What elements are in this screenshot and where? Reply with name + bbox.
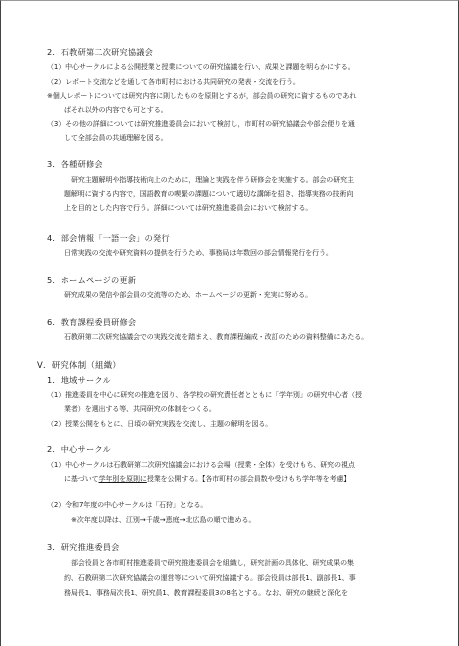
committee-heading: 3．研究推進委員会: [47, 542, 120, 552]
section-2-item-3-line-1: （3）その他の詳細については研究推進委員会において検討し，市町村の研究協議会や部会便りを通: [47, 120, 355, 128]
chapter-5-heading: V．研究体制（組織）: [37, 360, 122, 370]
circle-1-item-2: （2）授業公開をもとに、日頃の研究実践を交流し、主題の解明を図る。: [47, 420, 273, 428]
section-5-heading: 5．ホームページの更新: [47, 275, 137, 285]
circle-1-item-1-line-2: 業者）を選出する等、共同研究の体制をつくる。: [64, 405, 216, 413]
section-2-item-1: （1）中心サークルによる公開授業と授業についての研究協議を行い、成果と課題を明らかにする。: [47, 63, 355, 71]
committee-para-line-3: 務局長1、事務局次長1、研究員1、教育課程委員3の8名とする。なお、研究の継続と深化を: [64, 589, 348, 597]
section-3-heading: 3．各種研修会: [47, 159, 103, 169]
section-2-note-line-1: ※個人レポートについては研究内容に則したものを原則とするが，部会員の研究に資するものであれ: [47, 92, 357, 100]
section-3-para-line-3: 上を目的とした内容で行う。詳細については研究推進委員会において検討する。: [64, 204, 313, 212]
circle-1-item-1-line-1: （1）推進委員を中心に研究の推進を図り、各学校の研究責任者とともに「学年別」の研究中心者（授: [47, 391, 362, 399]
circle-2-item-1-line-1: （1）中心サークルは石教研第二次研究協議会における会場（授業・全体）を受けもち、研究の視点: [47, 461, 355, 469]
section-6-para: 石教研第二次研究協議会での実践交流を踏まえ、教育課程編成・改訂のための資料整備にあたる。: [64, 333, 369, 341]
circle-2-item-1-text-a: に基づいて: [64, 475, 99, 483]
circle-2-item-2: （2）令和7年度の中心サークルは「石狩」となる。: [47, 501, 208, 509]
circle-2-item-1-text-c: 授業を公開する。【各市町村の部会員数や受けもち学年等を考慮】: [146, 475, 351, 483]
circle-1-heading: 1．地域サークル: [47, 375, 111, 385]
circle-2-item-2-note: ※次年度以降は、江別→千歳→恵庭→北広島の順で進める。: [71, 516, 256, 524]
section-2-note-line-2: ばそれ以外の内容でも可とする。: [64, 106, 168, 114]
section-2-item-3-line-2: して全部会員の共通理解を図る。: [64, 134, 168, 142]
section-5-para: 研究成果の発信や部会員の交流等のため、ホームページの更新・充実に努める。: [64, 291, 312, 299]
committee-para-line-1: 部会役員と各市町村推進委員で研究推進委員会を組織し，研究計画の具体化、研究成果の集: [71, 559, 354, 567]
circle-2-item-1-underlined: 学年別を原則に: [98, 475, 147, 483]
section-4-heading: 4．部会情報「一語一会」の発行: [47, 233, 170, 243]
section-2-item-2: （2）レポート交流などを通して各市町村における共同研究の発表・交流を行う。: [47, 78, 300, 86]
section-6-heading: 6．教育課程委員研修会: [47, 317, 137, 327]
section-2-heading: 2．石教研第二次研究協議会: [47, 47, 154, 57]
section-3-para-line-2: 題解明に資する内容で，国語教育の喫緊の課題について適切な講師を招き、指導実務の技術向: [64, 190, 354, 198]
circle-2-heading: 2．中心サークル: [47, 444, 111, 454]
circle-2-item-1-line-2: [64, 474, 350, 484]
committee-para-line-2: 約、石教研第二次研究協議会の運営等について研究協議する。部会役員は部長1、副部長1、事: [64, 574, 356, 582]
section-4-para: 日常実践の交流や研究資料の提供を行うため、事務局は年数回の部会情報発行を行う。: [64, 249, 333, 257]
section-3-para-line-1: 研究主題解明や指導技術向上のために，理論と実践を伴う研修会を実施する。部会の研究主: [71, 176, 354, 184]
